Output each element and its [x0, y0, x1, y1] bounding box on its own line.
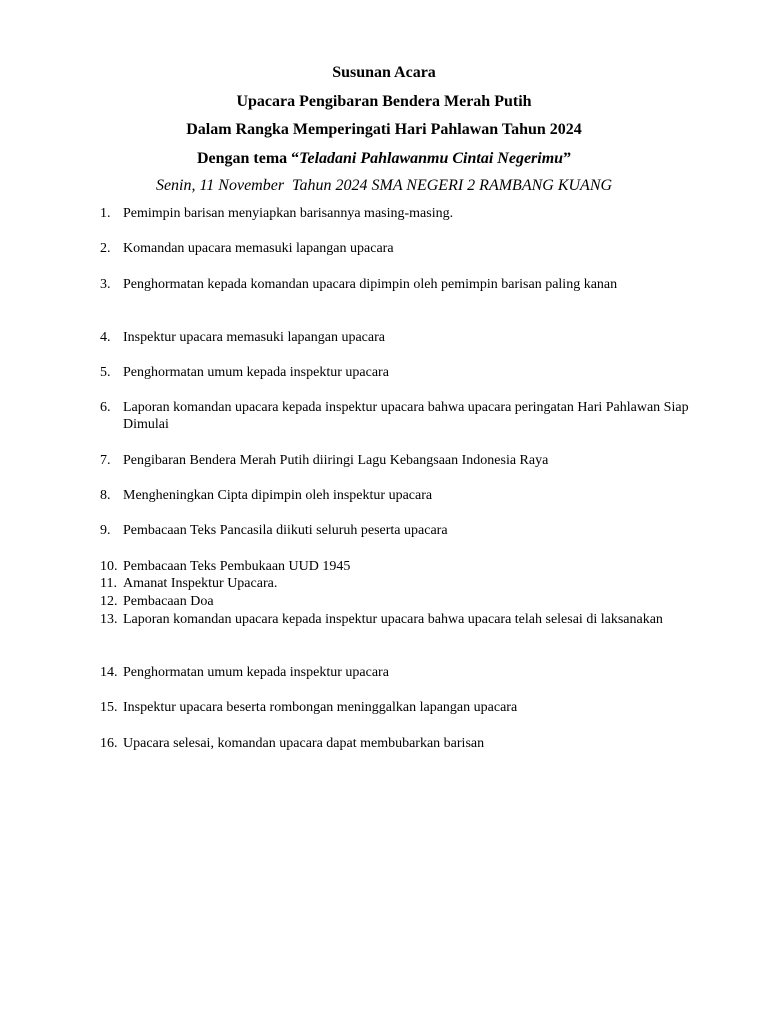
agenda-item [100, 699, 710, 716]
agenda-item-text: Pemimpin barisan menyiapkan barisannya masing-masing. [123, 206, 454, 221]
agenda-item-number: 9. [100, 523, 111, 538]
agenda-item-number: 6. [100, 400, 111, 415]
document-occasion: Dalam Rangka Memperingati Hari Pahlawan Tahun 2024 [186, 121, 582, 138]
agenda-item-number: 1. [100, 206, 111, 221]
agenda-item-text: Upacara selesai, komandan upacara dapat membubarkan barisan [123, 736, 485, 751]
agenda-item-number: 15. [100, 700, 118, 715]
theme-text: Teladani Pahlawanmu Cintai Negerimu [299, 150, 564, 167]
agenda-item-number: 3. [100, 277, 111, 292]
document-subtitle: Upacara Pengibaran Bendera Merah Putih [236, 93, 532, 110]
agenda-item-number: 12. [100, 594, 118, 609]
agenda-item-text: Penghormatan kepada komandan upacara dipimpin oleh pemimpin barisan paling kanan [123, 277, 618, 292]
agenda-item-text: Laporan komandan upacara kepada inspektur upacara bahwa upacara telah selesai di laksanakan [123, 612, 663, 627]
agenda-item-text: Inspektur upacara beserta rombongan meninggalkan lapangan upacara [123, 700, 518, 715]
date-location: Senin, 11 November Tahun 2024 SMA NEGERI 2 RAMBANG KUANG [155, 177, 613, 194]
agenda-item-text: Pembacaan Teks Pembukaan UUD 1945 [123, 559, 351, 574]
agenda-item-text: Laporan komandan upacara kepada inspektur upacara bahwa upacara peringatan Hari Pahlawan Siap Dimulai [123, 400, 689, 432]
agenda-item-text: Mengheningkan Cipta dipimpin oleh inspektur upacara [123, 488, 433, 503]
agenda-item-number: 11. [100, 576, 117, 591]
agenda-item [100, 205, 710, 222]
agenda-item-number: 5. [100, 365, 111, 380]
agenda-item [100, 664, 710, 681]
agenda-item-text: Amanat Inspektur Upacara. [123, 576, 278, 591]
agenda-item-text: Pembacaan Teks Pancasila diikuti seluruh peserta upacara [123, 523, 448, 538]
agenda-item [100, 735, 710, 752]
agenda-item [100, 364, 710, 381]
agenda-item [100, 593, 710, 610]
agenda-item-number: 4. [100, 330, 111, 345]
agenda-item [100, 452, 710, 469]
agenda-item-text: Komandan upacara memasuki lapangan upacara [123, 241, 394, 256]
theme-suffix: ” [563, 150, 572, 167]
agenda-item-number: 13. [100, 612, 118, 627]
agenda-item-number: 16. [100, 736, 118, 751]
agenda-item [100, 487, 710, 504]
agenda-item [100, 611, 710, 628]
agenda-item-text: Penghormatan umum kepada inspektur upacara [123, 665, 389, 680]
agenda-item-text: Pengibaran Bendera Merah Putih diiringi Lagu Kebangsaan Indonesia Raya [123, 453, 549, 468]
agenda-item [100, 276, 710, 293]
theme-prefix: Dengan tema “ [196, 150, 300, 167]
agenda-item-text: Penghormatan umum kepada inspektur upacara [123, 365, 389, 380]
agenda-item-text: Inspektur upacara memasuki lapangan upacara [123, 330, 385, 345]
agenda-item-number: 10. [100, 559, 118, 574]
agenda-item [100, 399, 710, 433]
agenda-item [100, 575, 710, 592]
agenda-item-number: 8. [100, 488, 111, 503]
agenda-item [100, 558, 710, 575]
document-title: Susunan Acara [332, 64, 436, 81]
agenda-item-number: 14. [100, 665, 118, 680]
agenda-item-number: 7. [100, 453, 111, 468]
agenda-item [100, 329, 710, 346]
agenda-item [100, 522, 710, 539]
agenda-item [100, 240, 710, 257]
agenda-item-number: 2. [100, 241, 111, 256]
agenda-item-text: Pembacaan Doa [123, 594, 214, 609]
